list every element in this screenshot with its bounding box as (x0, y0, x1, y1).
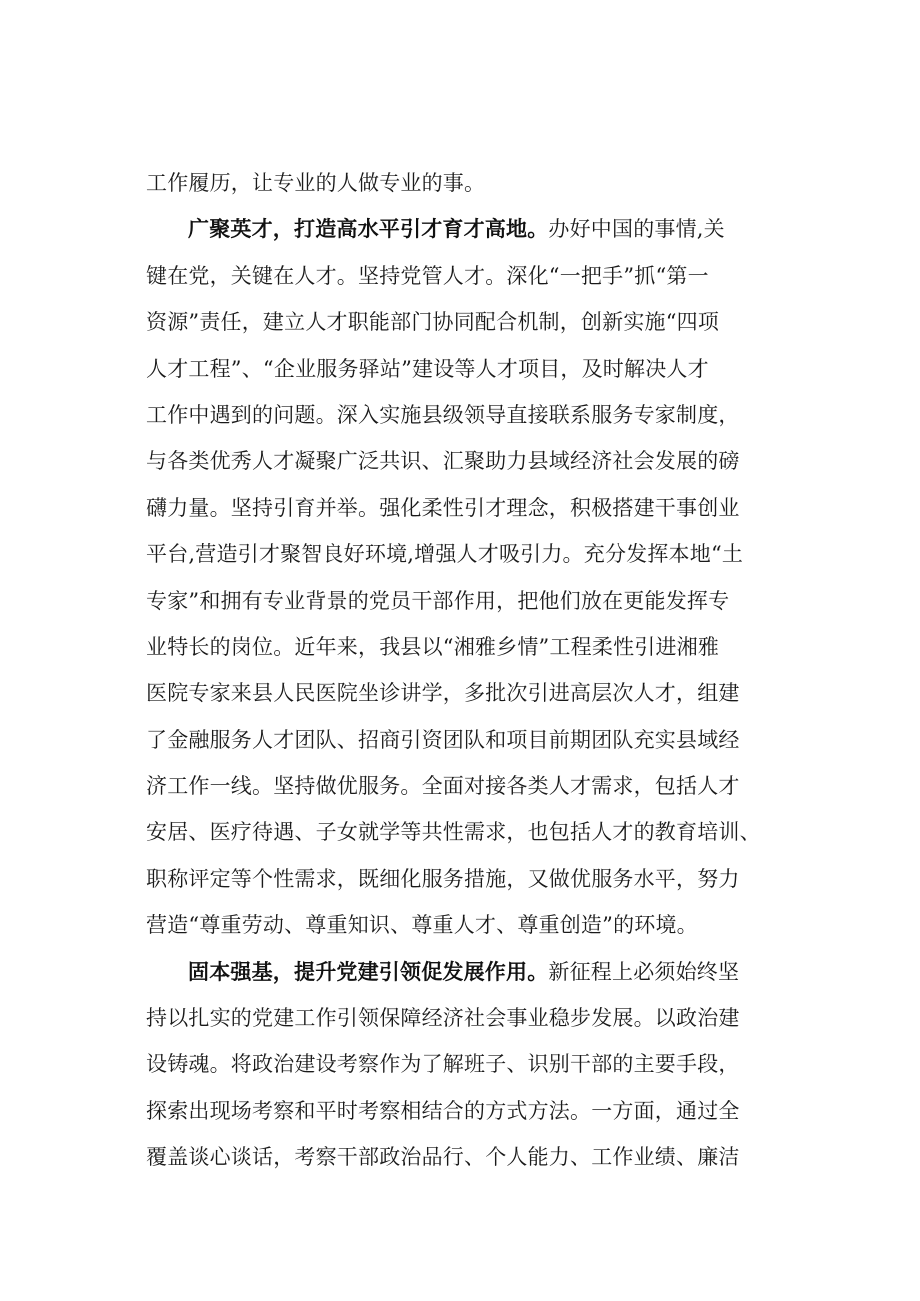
paragraph-3-heading: 固本强基，提升党建引领促发展作用。 (188, 958, 549, 984)
paragraph-2-first-line (146, 206, 806, 252)
paragraph-2-line: 济工作一线。坚持做优服务。全面对接各类人才需求，包括人才 (146, 774, 740, 799)
paragraph-2-first-line-text: 办好中国的事情,关 (548, 217, 725, 242)
paragraph-2-line: 工作中遇到的问题。深入实施县级领导直接联系服务专家制度， (146, 402, 740, 427)
paragraph-2-heading: 广聚英才，打造高水平引才育才高地。 (188, 216, 549, 242)
paragraph-2-line: 礴力量。坚持引育并举。强化柔性引才理念，积极搭建干事创业 (146, 495, 740, 520)
paragraph-3-line: 持以扎实的党建工作引领保障经济社会事业稳步发展。以政治建 (146, 1006, 740, 1031)
paragraph-2-line: 资源”责任，建立人才职能部门协同配合机制，创新实施“四项 (146, 310, 720, 335)
paragraph-3-line: 覆盖谈心谈话，考察干部政治品行、个人能力、工作业绩、廉洁 (146, 1145, 740, 1170)
paragraph-2-line: 业特长的岗位。近年来，我县以“湘雅乡情”工程柔性引进湘雅 (146, 634, 720, 659)
paragraph-2-line: 营造“尊重劳动、尊重知识、尊重人才、尊重创造”的环境。 (146, 913, 698, 938)
paragraph-3-line: 设铸魂。将政治建设考察作为了解班子、识别干部的主要手段， (146, 1052, 740, 1077)
paragraph-2-line: 职称评定等个性需求，既细化服务措施，又做优服务水平，努力 (146, 866, 740, 891)
paragraph-3-first-line (146, 949, 806, 995)
paragraph-2-line: 了金融服务人才团队、招商引资团队和项目前期团队充实县域经 (146, 727, 740, 752)
paragraph-2-line: 医院专家来县人民医院坐诊讲学，多批次引进高层次人才，组建 (146, 681, 740, 706)
paragraph-1-line: 工作履历，让专业的人做专业的事。 (146, 171, 486, 195)
paragraph-2-line: 专家”和拥有专业背景的党员干部作用，把他们放在更能发挥专 (146, 588, 730, 613)
paragraph-2-line: 键在党，关键在人才。坚持党管人才。深化“一把手”抓“第一 (146, 263, 709, 288)
paragraph-2-line: 平台,营造引才聚智良好环境,增强人才吸引力。充分发挥本地“土 (146, 542, 744, 567)
paragraph-2-line: 与各类优秀人才凝聚广泛共识、汇聚助力县域经济社会发展的磅 (146, 449, 740, 474)
paragraph-2-line: 安居、医疗待遇、子女就学等共性需求，也包括人才的教育培训、 (146, 820, 761, 845)
paragraph-3-line: 探索出现场考察和平时考察相结合的方式方法。一方面，通过全 (146, 1098, 740, 1123)
paragraph-3-first-line-text: 新征程上必须始终坚 (548, 959, 740, 984)
paragraph-2-line: 人才工程”、“企业服务驿站”建设等人才项目，及时解决人才 (146, 356, 709, 381)
body-text (146, 160, 806, 1181)
